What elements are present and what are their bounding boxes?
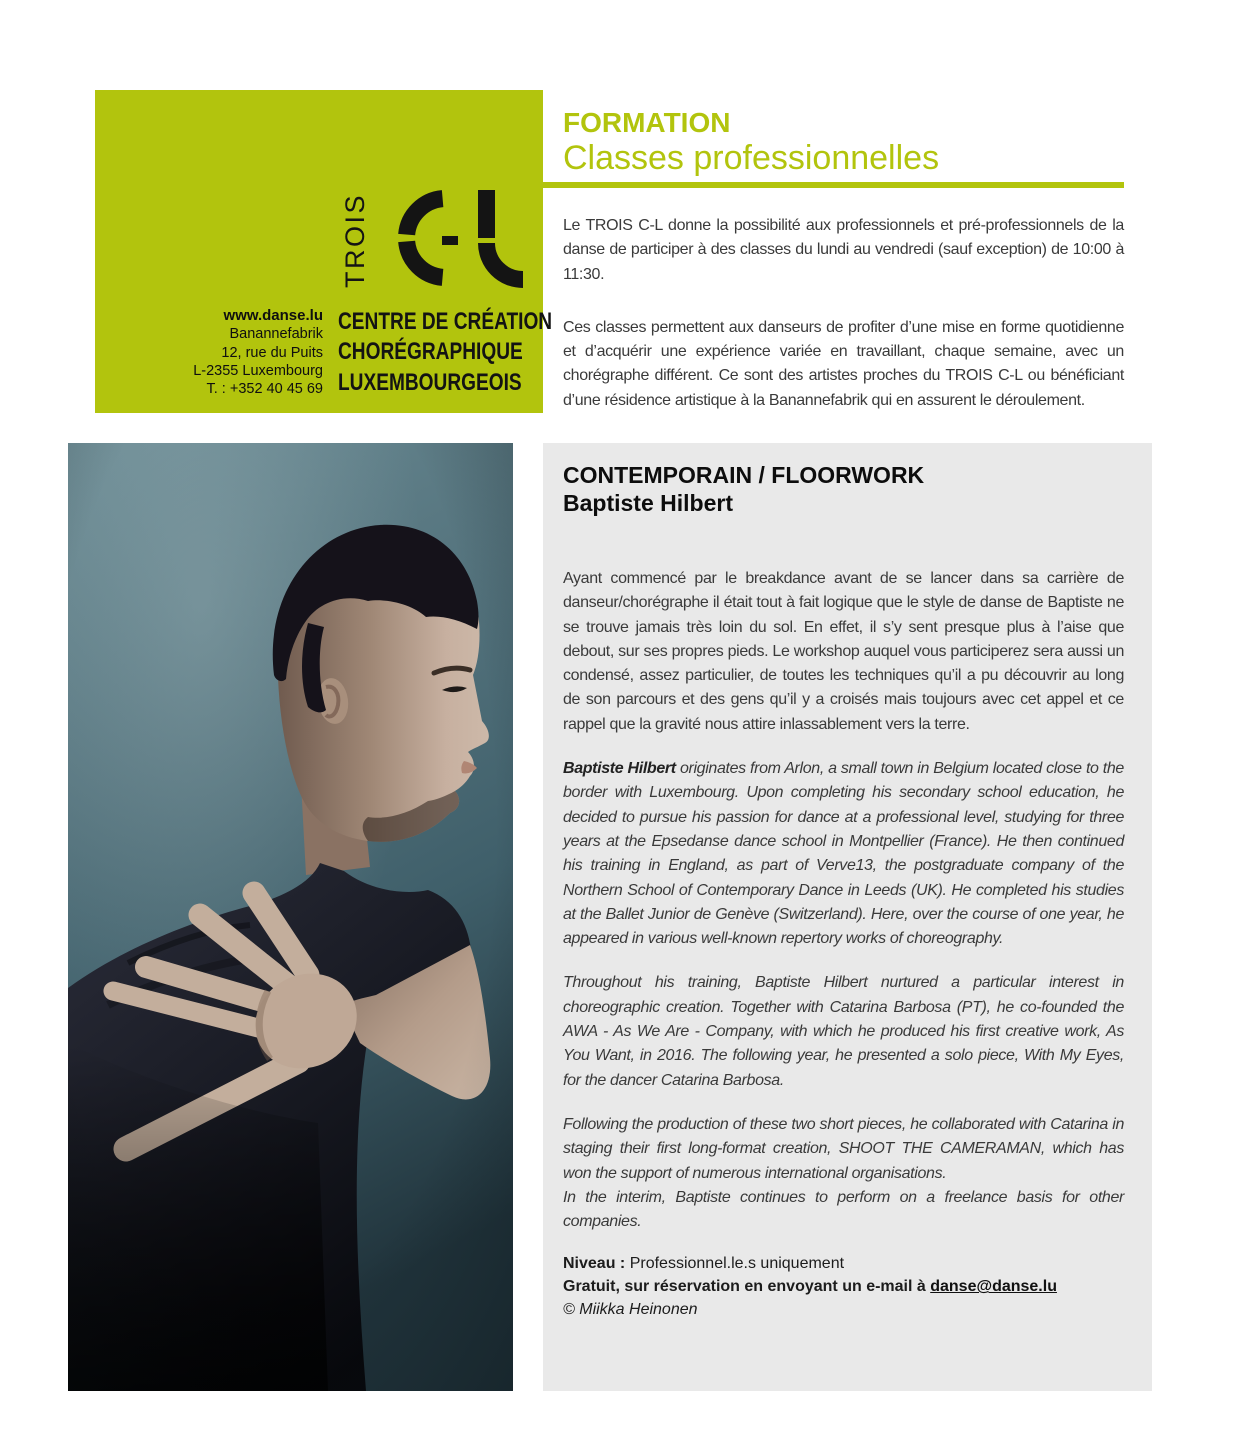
feature-artist: Baptiste Hilbert <box>563 489 733 516</box>
green-rule <box>543 182 1124 188</box>
practical-info <box>563 1252 1124 1321</box>
address-line: Banannefabrik <box>229 326 323 343</box>
feature-panel <box>543 443 1152 1391</box>
intro-text <box>563 214 1124 413</box>
phone-number: T. : +352 40 45 69 <box>206 381 323 398</box>
section-kicker: FORMATION <box>563 107 731 138</box>
brand-header <box>95 90 553 413</box>
level-value: Professionnel.le.s uniquement <box>625 1255 845 1273</box>
feature-category: CONTEMPORAIN / FLOORWORK <box>563 462 925 488</box>
dancer-photo <box>68 443 513 1391</box>
email-link[interactable]: danse@danse.lu <box>930 1278 1057 1296</box>
bio-lead-name: Baptiste Hilbert <box>563 760 676 778</box>
address-line: 12, rue du Puits <box>221 344 323 361</box>
level-line <box>563 1252 1124 1275</box>
address-line: L-2355 Luxembourg <box>193 362 323 379</box>
bio-paragraph-text: originates from Arlon, a small town in Belgium located close to the border with Luxembourg. Upon completing his secondary school education, he decided to pursue his passion for dance at a professional level, studying for three years at the Epsedanse dance school in Montpellier (France). He then continued his training in England, as part of Verve13, the postgraduate company of the Northern School of Contemporary Dance in Leeds (UK). He completed his studies at the Ballet Junior de Genève (Switzerland). Here, over the course of one year, he appeared in various well-known repertory works of choreography. <box>563 760 1124 948</box>
intro-paragraph: Le TROIS C-L donne la possibilité aux professionnels et pré-professionnels de la danse de participer à des classes du lundi au vendredi (sauf exception) de 10:00 à 11:30. <box>563 217 1124 283</box>
website-link[interactable]: www.danse.lu <box>223 307 323 324</box>
bio-paragraph: Throughout his training, Baptiste Hilbert nurtured a particular interest in choreographic creation. Together with Catarina Barbosa (PT), he co-founded the AWA - As We Are - Company, with which he produced his first creative work, As You Want, in 2016. The following year, he presented a solo piece, With My Eyes, for the dancer Catarina Barbosa. <box>563 974 1124 1089</box>
trois-cl-logo-icon <box>395 188 525 288</box>
bio-paragraph <box>563 757 1124 951</box>
intro-paragraph: Ces classes permettent aux danseurs de profiter d’une mise en forme quotidienne et d’acquérir une expérience variée en travaillant, chaque semaine, avec un chorégraphe différent. Ce sont des artistes proches du TROIS C-L ou bénéficiant d’une résidence artistique à la Banannefabrik qui en assurent le déroulement. <box>563 318 1124 409</box>
org-name-line: CHORÉGRAPHIQUE <box>338 338 523 366</box>
feature-description-fr: Ayant commencé par le breakdance avant de se lancer dans sa carrière de danseur/chorégraphe il était tout à fait logique que le style de danse de Baptiste ne se trouve jamais très loin du sol. En effet, il s’y sent presque plus à l’aise que debout, sur ses propres pieds. Le workshop auquel vous participerez sera aussi un condensé, assez particulier, de toutes les techniques qu’il a pu découvrir au long de son parcours et des gens qu’il y a croisés mais toujours avec cet appel et ce rappel que la gravité nous attire inlassablement vers la terre. <box>563 570 1124 733</box>
level-label: Niveau : <box>563 1255 626 1273</box>
page-title: Classes professionnelles <box>563 139 940 177</box>
bio-paragraph <box>563 1113 1124 1234</box>
contact-block <box>105 307 323 398</box>
bio-paragraph-text: Following the production of these two short pieces, he collaborated with Catarina in staging their first long-format creation, SHOOT THE CAMERAMAN, which has won the support of numerous international organisations. <box>563 1115 1124 1182</box>
photo-shadows <box>68 443 513 1391</box>
photo-credit: © Miikka Heinonen <box>563 1301 698 1319</box>
feature-title <box>563 462 1124 517</box>
org-name-line: CENTRE DE CRÉATION <box>338 308 553 335</box>
bio-paragraph-text: In the interim, Baptiste continues to perform on a freelance basis for other companies. <box>563 1188 1124 1231</box>
org-name-line: LUXEMBOURGEOIS <box>338 368 522 396</box>
booking-line <box>563 1275 1124 1298</box>
dancer-photo-art <box>68 443 513 1391</box>
logo-trois-vertical-text: TROIS <box>340 192 370 288</box>
booking-text: Gratuit, sur réservation en envoyant un e-mail à <box>563 1278 931 1296</box>
